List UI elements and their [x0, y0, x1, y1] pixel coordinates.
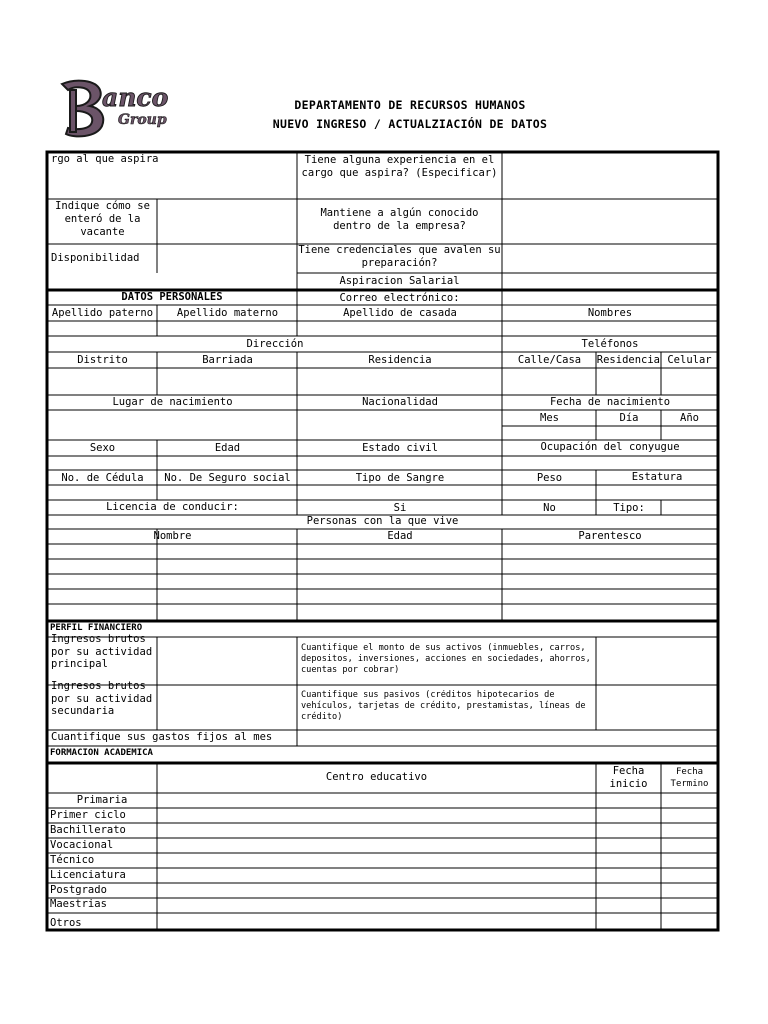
- personas-vive-label: Personas con la que vive: [306, 515, 459, 527]
- indique-label: Indique cómo se enteró de la vacante: [55, 200, 150, 238]
- fecha-termino-label: Fecha Termino: [670, 767, 709, 789]
- nivel-otros: Otros: [50, 917, 82, 929]
- credenciales-label: Tiene credenciales que avalen su preparación?: [298, 244, 501, 269]
- nivel-maestrias: Maestrias: [50, 898, 107, 910]
- licencia-label: Licencia de conducir:: [106, 501, 239, 513]
- parentesco-label: Parentesco: [578, 530, 642, 542]
- calle-casa-label: Calle/Casa: [517, 354, 582, 366]
- nivel-primaria: Primaria: [76, 794, 128, 806]
- cargo-label: rgo al que aspira: [51, 153, 159, 165]
- nacionalidad-label: Nacionalidad: [362, 396, 438, 408]
- nivel-licenciatura: Licenciatura: [50, 869, 126, 881]
- edad-label: Edad: [214, 442, 241, 454]
- gastos-label: Cuantifique sus gastos fijos al mes: [51, 731, 273, 743]
- nombre-label: Nombre: [153, 530, 192, 542]
- nivel-bachillerato: Bachillerato: [50, 824, 126, 836]
- fecha-nacimiento-label: Fecha de nacimiento: [549, 396, 671, 408]
- apellido-casada-label: Apellido de casada: [343, 307, 457, 319]
- dia-label: Día: [619, 412, 639, 424]
- licencia-no-label: No: [543, 502, 556, 514]
- conocido-label: Mantiene a algún conocido dentro de la empresa?: [320, 207, 479, 232]
- seguro-social-label: No. De Seguro social: [164, 472, 291, 484]
- direccion-label: Dirección: [246, 338, 304, 350]
- licencia-si-label: Si: [393, 502, 407, 514]
- pasivos-label: Cuantifique sus pasivos (créditos hipotecarios de vehículos, tarjetas de crédito, prestamistas, líneas de crédito): [301, 690, 586, 722]
- tel-residencia-label: Residencia: [596, 354, 660, 366]
- department-title: DEPARTAMENTO DE RECURSOS HUMANOS: [294, 98, 526, 112]
- barriada-label: Barriada: [202, 354, 253, 366]
- nivel-primer-ciclo: Primer ciclo: [50, 809, 126, 821]
- datos-personales-header: DATOS PERSONALES: [121, 291, 223, 303]
- sexo-label: Sexo: [89, 442, 116, 454]
- svg-text:anco: anco: [102, 83, 169, 112]
- svg-text:Group: Group: [118, 112, 167, 128]
- celular-label: Celular: [667, 354, 712, 366]
- disponibilidad-label: Disponibilidad: [51, 252, 140, 264]
- experiencia-label: Tiene alguna experiencia en el cargo que aspira? (Especificar): [301, 154, 498, 179]
- apellido-paterno-label: Apellido paterno: [51, 307, 154, 319]
- edad-persona-label: Edad: [387, 530, 413, 542]
- tipo-sangre-label: Tipo de Sangre: [355, 472, 445, 484]
- form-title: NUEVO INGRESO / ACTUALZIACIÓN DE DATOS: [272, 117, 548, 131]
- lugar-nacimiento-label: Lugar de nacimiento: [112, 396, 233, 408]
- ocupacion-conyugue-label: Ocupación del conyugue: [540, 441, 680, 453]
- correo-label: Correo electrónico:: [339, 292, 460, 304]
- formacion-academica-header: FORMACION ACADEMICA: [50, 748, 153, 758]
- telefonos-label: Teléfonos: [581, 338, 639, 350]
- nivel-postgrado: Postgrado: [50, 884, 107, 896]
- anio-label: Año: [680, 412, 699, 424]
- centro-educativo-label: Centro educativo: [325, 771, 428, 783]
- activos-label: Cuantifique el monto de sus activos (inmuebles, carros, depositos, inversiones, acciones en sociedades, ahorros, cuentas por cobrar): [301, 643, 591, 675]
- fecha-inicio-label: Fecha inicio: [609, 765, 648, 790]
- nivel-vocacional: Vocacional: [50, 839, 114, 851]
- ingresos-principal-label: Ingresos brutos por su actividad principal: [51, 633, 153, 670]
- estatura-label: Estatura: [631, 471, 683, 483]
- nombres-label: Nombres: [587, 307, 633, 319]
- licencia-tipo-label: Tipo:: [613, 502, 645, 514]
- apellido-materno-label: Apellido materno: [176, 307, 279, 319]
- residencia-label: Residencia: [368, 354, 432, 366]
- estado-civil-label: Estado civil: [362, 442, 438, 454]
- nivel-tecnico: Técnico: [50, 854, 95, 866]
- perfil-financiero-header: PERFIL FINANCIERO: [50, 623, 143, 633]
- distrito-label: Distrito: [77, 354, 128, 366]
- ingresos-secundaria-label: Ingresos brutos por su actividad secundaria: [51, 680, 153, 717]
- cedula-label: No. de Cédula: [61, 472, 144, 484]
- mes-label: Mes: [540, 412, 559, 424]
- peso-label: Peso: [536, 472, 563, 484]
- aspiracion-label: Aspiracion Salarial: [339, 275, 460, 287]
